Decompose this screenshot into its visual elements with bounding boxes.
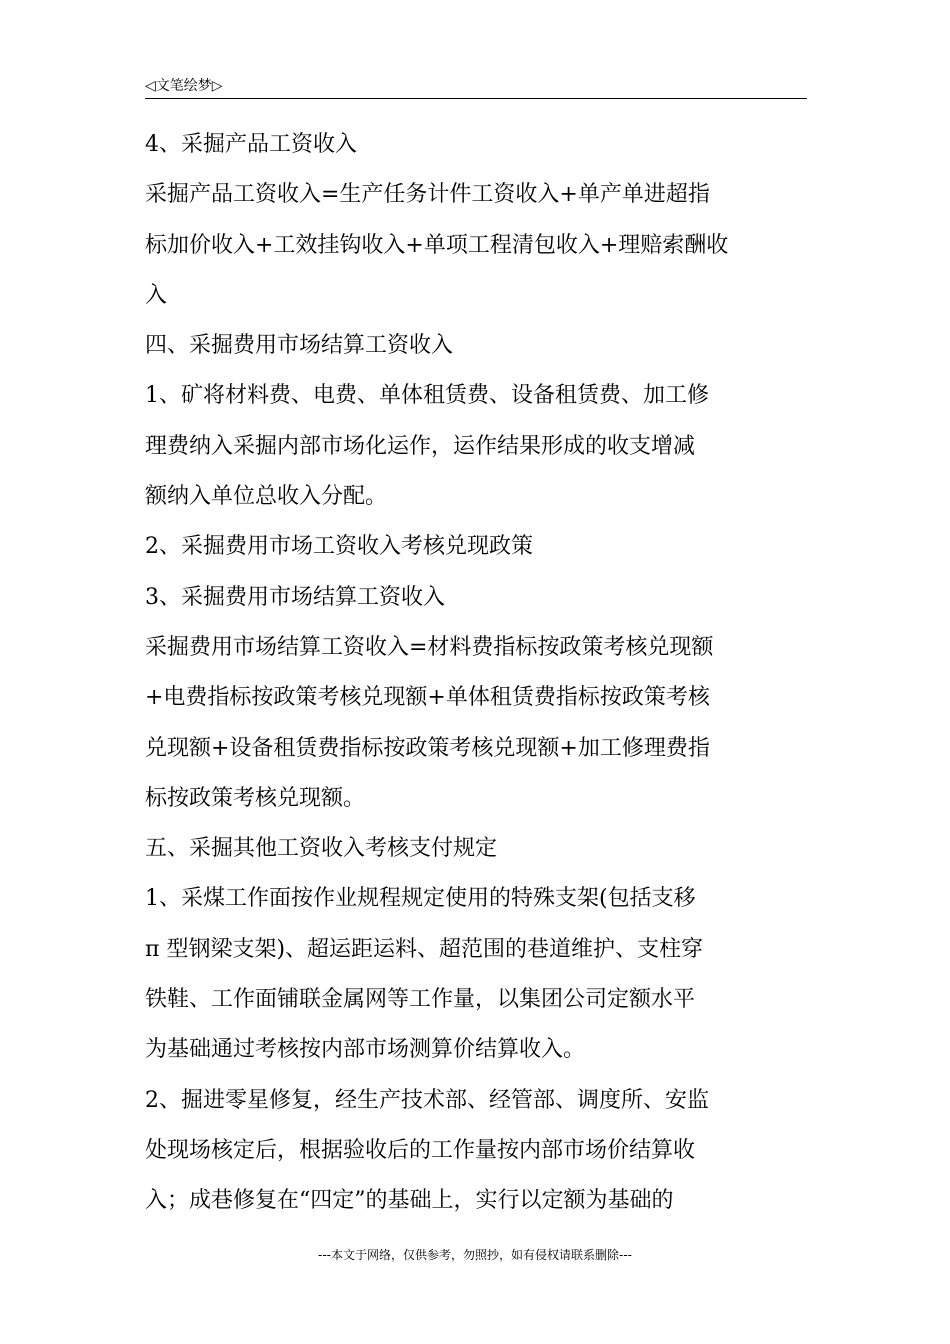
text-line: 入 (145, 282, 168, 308)
text-line: 铁鞋、工作面铺联金属网等工作量，以集团公司定额水平 (145, 987, 696, 1013)
text-line: 兑现额+设备租赁费指标按政策考核兑现额+加工修理费指 (145, 735, 710, 761)
text-line: 4、采掘产品工资收入 (145, 132, 357, 157)
text-line: 2、采掘费用市场工资收入考核兑现政策 (145, 534, 533, 560)
document-body (145, 120, 811, 1227)
text-line: 入；成巷修复在“四定”的基础上，实行以定额为基础的 (145, 1188, 674, 1214)
text-line: 五、采掘其他工资收入考核支付规定 (145, 836, 498, 862)
text-line: 2、掘进零星修复，经生产技术部、经管部、调度所、安监 (145, 1087, 709, 1113)
text-line: 处现场核定后，根据验收后的工作量按内部市场价结算收 (145, 1137, 696, 1163)
text-line: 采掘产品工资收入=生产任务计件工资收入+单产单进超指 (145, 182, 710, 208)
text-line: 额纳入单位总收入分配。 (145, 484, 388, 510)
text-line: 标加价收入+工效挂钩收入+单项工程清包收入+理赔索酬收 (145, 232, 729, 258)
text-line: 为基础通过考核按内部市场测算价结算收入。 (145, 1037, 586, 1063)
text-line: π 型钢梁支架)、超运距运料、超范围的巷道维护、支柱穿 (145, 936, 704, 962)
text-line: 理费纳入采掘内部市场化运作，运作结果形成的收支增减 (145, 433, 696, 459)
text-line: +电费指标按政策考核兑现额+单体租赁费指标按政策考核 (145, 685, 710, 711)
text-line: 1、采煤工作面按作业规程规定使用的特殊支架(包括支移 (145, 886, 696, 912)
page-header (145, 72, 807, 99)
text-line: 四、采掘费用市场结算工资收入 (145, 333, 454, 359)
text-line: 采掘费用市场结算工资收入=材料费指标按政策考核兑现额 (145, 634, 714, 660)
header-title: ◁文笔绘梦▷ (145, 78, 223, 94)
text-line: 3、采掘费用市场结算工资收入 (145, 584, 445, 610)
text-line: 1、矿将材料费、电费、单体租赁费、设备租赁费、加工修 (145, 383, 709, 409)
text-line: 标按政策考核兑现额。 (145, 785, 366, 811)
page-footer: ---本文于网络，仅供参考，勿照抄，如有侵权请联系删除--- (318, 1248, 632, 1262)
